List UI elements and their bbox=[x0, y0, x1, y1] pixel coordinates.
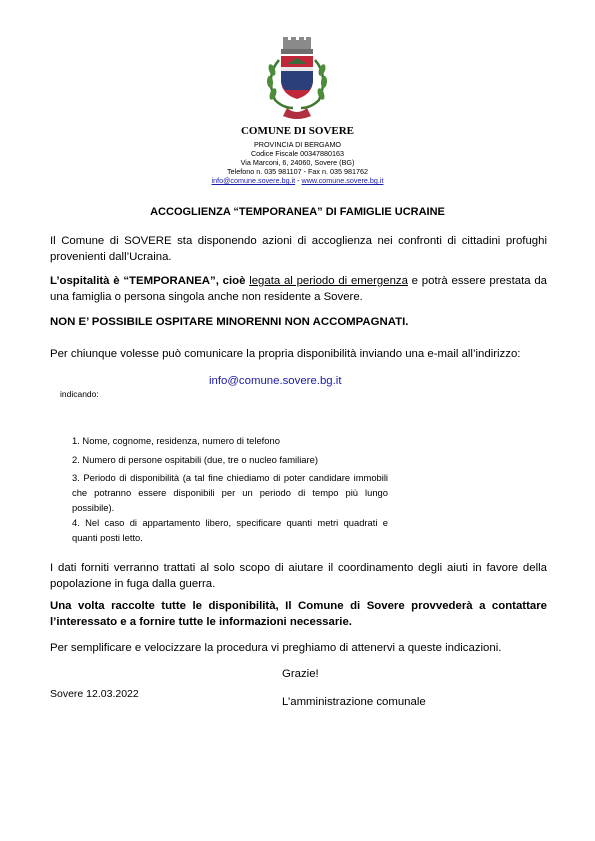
list-item: 4. Nel caso di appartamento libero, specificare quanti metri quadrati e quanti posti letto. bbox=[72, 517, 388, 543]
address-line: Via Marconi, 6, 24060, Sovere (BG) bbox=[240, 158, 355, 167]
tax-code-line: Codice Fiscale 00347880163 bbox=[250, 149, 345, 158]
contact-paragraph: Per chiunque volesse può comunicare la propria disponibilità inviando una e-mail all’indirizzo: bbox=[50, 348, 521, 360]
header-email-link[interactable]: info@comune.sovere.bg.it bbox=[211, 176, 296, 185]
hospitality-paragraph bbox=[50, 273, 547, 305]
phone-fax-line: Telefono n. 035 981107 - Fax n. 035 981762 bbox=[227, 167, 368, 176]
closing-paragraph: Per semplificare e velocizzare la procedura vi preghiamo di attenervi a queste indicazioni. bbox=[50, 642, 502, 654]
hospitality-tail: e potrà essere prestata da una famiglia o persona singola anche non residente a Sovere. bbox=[50, 275, 547, 303]
hospitality-lead: L’ospitalità è “TEMPORANEA”, cioè bbox=[50, 275, 250, 287]
list-item: 3. Periodo di disponibilità (a tal fine chiediamo di poter candidare immobili che potranno essere disponibili per un periodo di tempo più lungo possibile). bbox=[72, 472, 388, 513]
province-line: PROVINCIA DI BERGAMO bbox=[253, 140, 342, 149]
signature-text: L’amministrazione comunale bbox=[282, 696, 426, 708]
municipality-name: COMUNE DI SOVERE bbox=[240, 125, 355, 137]
header-website-link[interactable]: www.comune.sovere.bg.it bbox=[301, 176, 384, 185]
document-title: ACCOGLIENZA “TEMPORANEA” DI FAMIGLIE UCRAINE bbox=[150, 206, 445, 218]
contact-links-line bbox=[0, 176, 595, 185]
intro-paragraph: Il Comune di SOVERE sta disponendo azioni di accoglienza nei confronti di cittadini profughi provenienti dall’Ucraina. bbox=[50, 235, 547, 263]
contact-email-link[interactable]: info@comune.sovere.bg.it bbox=[209, 375, 342, 387]
thanks-text: Grazie! bbox=[282, 668, 319, 680]
header-separator: - bbox=[295, 176, 302, 185]
privacy-paragraph: I dati forniti verranno trattati al solo scopo di aiutare il coordinamento degli aiuti in favore della popolazione in fuga dalla guerra. bbox=[50, 562, 547, 590]
indicando-label: indicando: bbox=[60, 389, 99, 399]
coordination-paragraph: Una volta raccolte tutte le disponibilità, Il Comune di Sovere provvederà a contattare l’interessato e a fornire tutte le informazioni necessarie. bbox=[50, 600, 547, 628]
minors-warning: NON E’ POSSIBILE OSPITARE MINORENNI NON ACCOMPAGNATI. bbox=[50, 316, 409, 328]
hospitality-underlined: legata al periodo di emergenza bbox=[249, 275, 408, 287]
list-item: 2. Numero di persone ospitabili (due, tre o nucleo familiare) bbox=[72, 454, 318, 465]
document-date: Sovere 12.03.2022 bbox=[50, 688, 139, 700]
list-item: 1. Nome, cognome, residenza, numero di telefono bbox=[72, 435, 280, 446]
municipal-crest bbox=[257, 36, 337, 122]
